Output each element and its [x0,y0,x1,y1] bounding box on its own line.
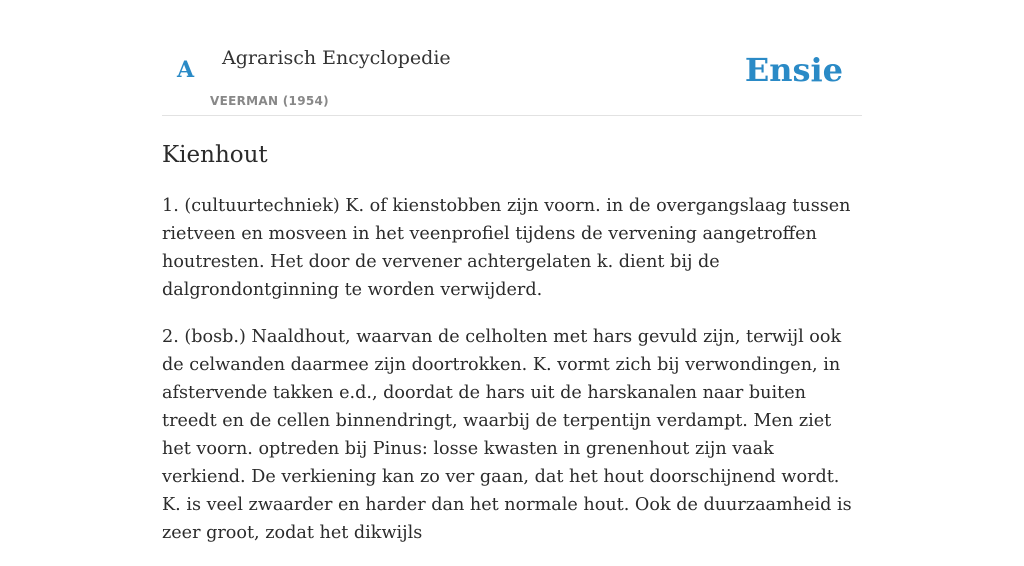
entry-paragraph-2: 2. (bosb.) Naaldhout, waarvan de celholten met hars gevuld zijn, terwijl ook de celwanden daarmee zijn doortrokken. K. vormt zich bij verwondingen, in afstervende takken e.d., doordat de hars uit de harskanalen naar buiten treedt en de cellen binnendringt, waarbij de terpentijn verdampt. Men ziet het voorn. optreden bij Pinus: losse kwasten in grenenhout zijn vaak verkiend. De verkiening kan zo ver gaan, dat het hout doorschijnend wordt. K. is veel zwaarder en harder dan het normale hout. Ook de duurzaamheid is zeer groot, zodat het dikwijls [162,327,852,543]
header [162,0,862,116]
book-title-link[interactable]: Agrarisch Encyclopedie [222,47,451,69]
ensie-logo-link[interactable]: Ensie [744,51,843,89]
book-author-year: VEERMAN (1954) [210,94,329,108]
entry-title: Kienhout [162,142,268,168]
entry-body [162,192,862,566]
page [162,0,862,543]
entry-paragraph-1: 1. (cultuurtechniek) K. of kienstobben zijn voorn. in de overgangslaag tussen rietveen en mosveen in het veenprofiel tijdens de vervening aangetroffen houtresten. Het door de vervener achtergelaten k. dient bij de dalgrondontginning te worden verwijderd. [162,196,851,300]
book-letter-badge[interactable]: A [177,57,195,83]
